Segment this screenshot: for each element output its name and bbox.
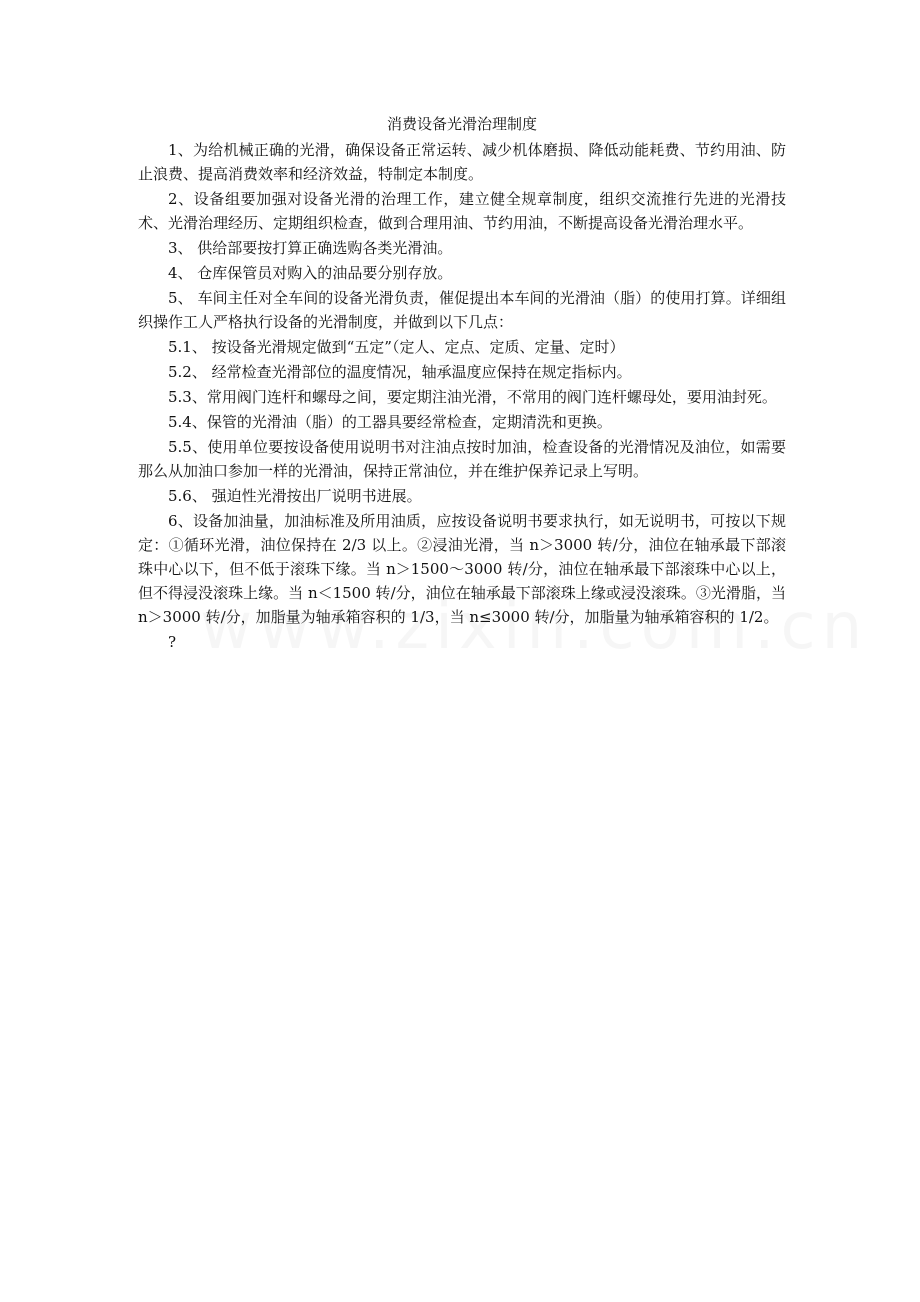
paragraph-6: 6、设备加油量，加油标准及所用油质，应按设备说明书要求执行，如无说明书，可按以下规定：①循环光滑，油位保持在 2/3 以上。②浸油光滑，当 n＞3000 转/分，油位在轴承最下部滚珠中心以下，但不低于滚珠下缘。当 n＞1500～3000 转/分，油位在轴承最下部滚珠中心以上，但不得浸没滚珠上缘。当 n＜1500 转/分，油位在轴承最下部滚珠上缘或浸没滚珠。③光滑脂，当 n＞3000 转/分，加脂量为轴承箱容积的 1/3，当 n≤3000 转/分，加脂量为轴承箱容积的 1/2。 xyxy=(138,512,786,626)
paragraph-3: 3、 供给部要按打算正确选购各类光滑油。 xyxy=(168,239,453,257)
paragraph-5-2: 5.2、 经常检查光滑部位的温度情况，轴承温度应保持在规定指标内。 xyxy=(168,363,632,381)
paragraph-4: 4、 仓库保管员对购入的油品要分别存放。 xyxy=(168,264,453,282)
paragraph-5-3: 5.3、常用阀门连杆和螺母之间，要定期注油光滑，不常用的阀门连杆螺母处，要用油封死。 xyxy=(168,388,777,406)
document-page xyxy=(138,112,786,655)
paragraph-end-mark: ? xyxy=(168,633,177,651)
paragraph-5: 5、 车间主任对全车间的设备光滑负责，催促提出本车间的光滑油（脂）的使用打算。详细组织操作工人严格执行设备的光滑制度，并做到以下几点： xyxy=(138,289,786,331)
paragraph-5-6: 5.6、 强迫性光滑按出厂说明书进展。 xyxy=(168,487,422,505)
paragraph-5-1: 5.1、 按设备光滑规定做到“五定”（定人、定点、定质、定量、定时） xyxy=(168,338,625,356)
paragraph-5-4: 5.4、保管的光滑油（脂）的工器具要经常检查，定期清洗和更换。 xyxy=(168,413,612,431)
paragraph-2: 2、设备组要加强对设备光滑的治理工作，建立健全规章制度，组织交流推行先进的光滑技术、光滑治理经历、定期组织检查，做到合理用油、节约用油，不断提高设备光滑治理水平。 xyxy=(138,190,786,232)
paragraph-1: 1、为给机械正确的光滑，确保设备正常运转、减少机体磨损、降低动能耗费、节约用油、防止浪费、提高消费效率和经济效益，特制定本制度。 xyxy=(138,141,786,183)
document-title: 消费设备光滑治理制度 xyxy=(386,115,537,133)
paragraph-5-5: 5.5、使用单位要按设备使用说明书对注油点按时加油，检查设备的光滑情况及油位，如需要那么从加油口参加一样的光滑油，保持正常油位，并在维护保养记录上写明。 xyxy=(138,438,786,480)
